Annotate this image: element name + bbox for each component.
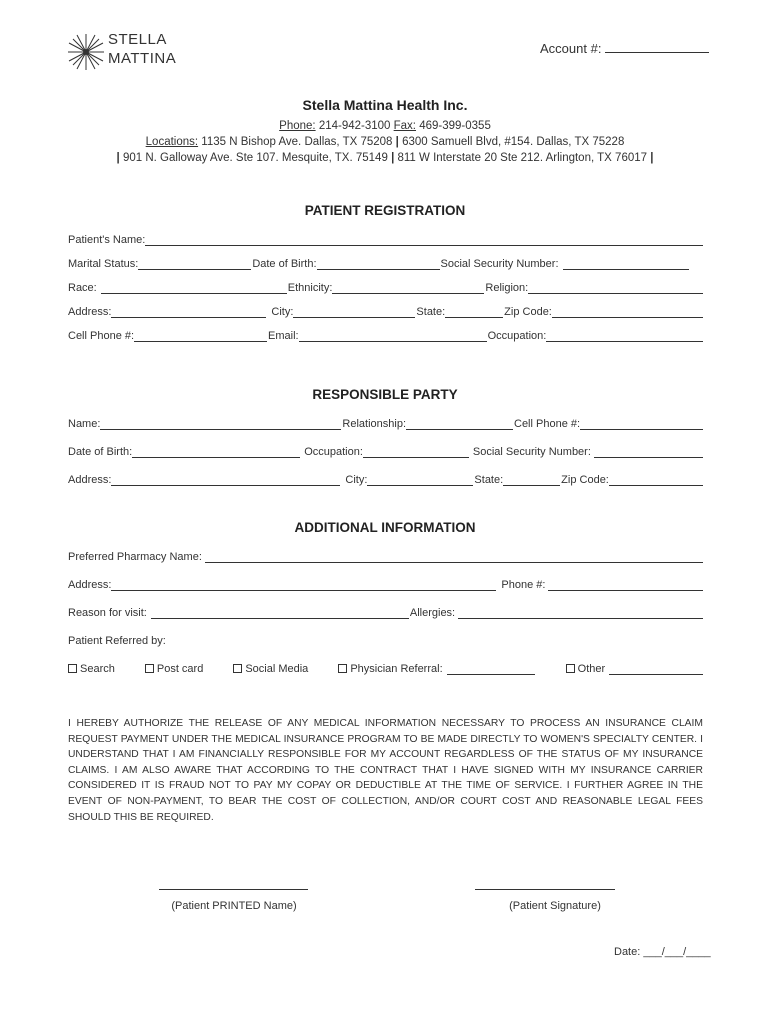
- option-physician[interactable]: Physician Referral:: [338, 663, 442, 675]
- race-row: [68, 278, 703, 294]
- pharmacy-row: [68, 547, 703, 563]
- resp-address-field[interactable]: [111, 474, 340, 486]
- resp-name-row: [68, 414, 703, 430]
- referred-label: Patient Referred by:: [68, 635, 166, 647]
- resp-city-field[interactable]: [367, 474, 473, 486]
- address-row: [68, 302, 703, 318]
- add-phone-field[interactable]: [548, 579, 703, 591]
- reason-row: [68, 603, 703, 619]
- option-social-media[interactable]: Social Media: [233, 663, 308, 675]
- zip-label: Zip Code:: [504, 306, 552, 318]
- printed-name-line[interactable]: [159, 888, 308, 890]
- resp-name-field[interactable]: [100, 418, 341, 430]
- logo-line-2: MATTINA: [108, 50, 177, 67]
- org-name: Stella Mattina Health Inc.: [302, 97, 468, 113]
- resp-city-label: City:: [345, 474, 368, 486]
- referred-row: [68, 631, 703, 647]
- cell-label: Cell Phone #:: [68, 330, 135, 342]
- checkbox-icon[interactable]: [68, 664, 77, 673]
- resp-ssn-field[interactable]: [594, 446, 703, 458]
- resp-address-label: Address:: [68, 474, 112, 486]
- printed-name-label: (Patient PRINTED Name): [171, 900, 297, 912]
- location-3: 901 N. Galloway Ave. Ste 107. Mesquite, TX. 75149: [122, 152, 388, 164]
- marital-field[interactable]: [138, 258, 251, 270]
- email-label: Email:: [268, 330, 299, 342]
- occupation-label: Occupation:: [487, 330, 547, 342]
- resp-dob-field[interactable]: [132, 446, 300, 458]
- resp-state-field[interactable]: [503, 474, 560, 486]
- allergies-field[interactable]: [458, 607, 703, 619]
- add-address-label: Address:: [68, 579, 112, 591]
- signature-label: (Patient Signature): [509, 900, 601, 912]
- city-field[interactable]: [293, 306, 415, 318]
- zip-field[interactable]: [552, 306, 703, 318]
- state-field[interactable]: [445, 306, 503, 318]
- fax-label: Fax:: [393, 120, 417, 132]
- referral-options: [68, 659, 703, 675]
- reason-field[interactable]: [151, 607, 409, 619]
- org-contact: [0, 118, 770, 166]
- physician-field[interactable]: [447, 663, 535, 675]
- separator: |: [395, 136, 399, 148]
- occupation-field[interactable]: [546, 330, 703, 342]
- clinic-logo: [66, 30, 206, 76]
- ssn-field[interactable]: [563, 258, 689, 270]
- resp-state-label: State:: [474, 474, 504, 486]
- fax-value: 469-399-0355: [419, 120, 491, 132]
- phone-label: Phone:: [279, 120, 316, 132]
- patient-name-label: Patient's Name:: [68, 234, 146, 246]
- city-label: City:: [271, 306, 294, 318]
- race-field[interactable]: [101, 282, 287, 294]
- dob-label: Date of Birth:: [252, 258, 317, 270]
- date-field[interactable]: Date: ___/___/____: [614, 946, 711, 958]
- checkbox-icon[interactable]: [338, 664, 347, 673]
- checkbox-icon[interactable]: [145, 664, 154, 673]
- cell-row: [68, 326, 703, 342]
- resp-zip-label: Zip Code:: [561, 474, 609, 486]
- marital-label: Marital Status:: [68, 258, 139, 270]
- resp-dob-row: [68, 442, 703, 458]
- allergies-label: Allergies:: [409, 607, 456, 619]
- resp-ssn-label: Social Security Number:: [472, 446, 591, 458]
- resp-occupation-label: Occupation:: [304, 446, 363, 458]
- race-label: Race:: [68, 282, 97, 294]
- reason-label: Reason for visit:: [68, 607, 147, 619]
- phone-value: 214-942-3100: [318, 120, 391, 132]
- ssn-label: Social Security Number:: [440, 258, 559, 270]
- resp-zip-field[interactable]: [609, 474, 703, 486]
- cell-field[interactable]: [134, 330, 267, 342]
- relationship-field[interactable]: [406, 418, 513, 430]
- option-other[interactable]: Other: [566, 663, 606, 675]
- signature-line[interactable]: [475, 888, 615, 890]
- locations-label: Locations:: [145, 136, 199, 148]
- logo-line-1: STELLA: [108, 31, 167, 48]
- patient-name-row: [68, 230, 703, 246]
- account-number: [540, 40, 709, 56]
- dob-field[interactable]: [317, 258, 440, 270]
- state-label: State:: [416, 306, 446, 318]
- starburst-icon: [66, 32, 106, 72]
- account-blank[interactable]: [605, 40, 709, 53]
- resp-address-row: [68, 470, 703, 486]
- marital-row: [68, 254, 703, 270]
- other-field[interactable]: [609, 663, 703, 675]
- location-1: 1135 N Bishop Ave. Dallas, TX 75208: [201, 136, 393, 148]
- section-title-patient: PATIENT REGISTRATION: [304, 203, 466, 218]
- resp-occupation-field[interactable]: [363, 446, 469, 458]
- option-postcard[interactable]: Post card: [145, 663, 203, 675]
- add-address-row: [68, 575, 703, 591]
- authorization-text: I HEREBY AUTHORIZE THE RELEASE OF ANY MEDICAL INFORMATION NECESSARY TO PROCESS AN INSURANCE CLAIM REQUEST PAYMENT UNDER THE MEDICAL INSURANCE PROGRAM TO BE MADE DIRECTLY TO WOMEN'S SPECIALTY CENTER. I UNDERSTAND THAT I AM FINANCIALLY RESPONSIBLE FOR MY ACCOUNT REGARDLESS OF THE STATUS OF MY INSURANCE CLAIMS. I AM ALSO AWARE THAT ACCORDING TO THE CONTRACT THAT I HAVE SIGNED WITH MY INSURANCE CARRIER CONSIDERED IT IS FRAUD NOT TO PAY MY COPAY OR DEDUCTIBLE AT THE TIME OF SERVICE. I FURTHER AGREE IN THE EVENT OF NON-PAYMENT, TO BEAR THE COST OF COLLECTION, AND/OR COURT COST AND REASONABLE LEGAL FEES SHOULD THIS BE REQUIRED.: [68, 718, 703, 823]
- relationship-label: Relationship:: [342, 418, 406, 430]
- religion-field[interactable]: [528, 282, 703, 294]
- checkbox-icon[interactable]: [233, 664, 242, 673]
- add-phone-label: Phone #:: [501, 579, 546, 591]
- resp-name-label: Name:: [68, 418, 101, 430]
- pharmacy-label: Preferred Pharmacy Name:: [68, 551, 202, 563]
- separator: |: [391, 152, 395, 164]
- add-address-field[interactable]: [111, 579, 496, 591]
- email-field[interactable]: [299, 330, 487, 342]
- resp-cell-label: Cell Phone #:: [514, 418, 581, 430]
- patient-name-field[interactable]: [145, 234, 703, 246]
- separator: |: [650, 152, 654, 164]
- section-title-additional: ADDITIONAL INFORMATION: [294, 520, 476, 535]
- section-title-responsible: RESPONSIBLE PARTY: [312, 387, 458, 402]
- option-search[interactable]: Search: [68, 663, 115, 675]
- logo-wordmark: [108, 30, 176, 68]
- ethnicity-label: Ethnicity:: [287, 282, 333, 294]
- location-2: 6300 Samuell Blvd, #154. Dallas, TX 75228: [402, 136, 625, 148]
- ethnicity-field[interactable]: [332, 282, 484, 294]
- pharmacy-field[interactable]: [205, 551, 703, 563]
- address-field[interactable]: [111, 306, 266, 318]
- religion-label: Religion:: [485, 282, 529, 294]
- checkbox-icon[interactable]: [566, 664, 575, 673]
- separator: |: [116, 152, 120, 164]
- address-label: Address:: [68, 306, 112, 318]
- account-label: Account #:: [540, 41, 602, 56]
- location-4: 811 W Interstate 20 Ste 212. Arlington, TX 76017: [397, 152, 648, 164]
- resp-dob-label: Date of Birth:: [68, 446, 133, 458]
- resp-cell-field[interactable]: [580, 418, 703, 430]
